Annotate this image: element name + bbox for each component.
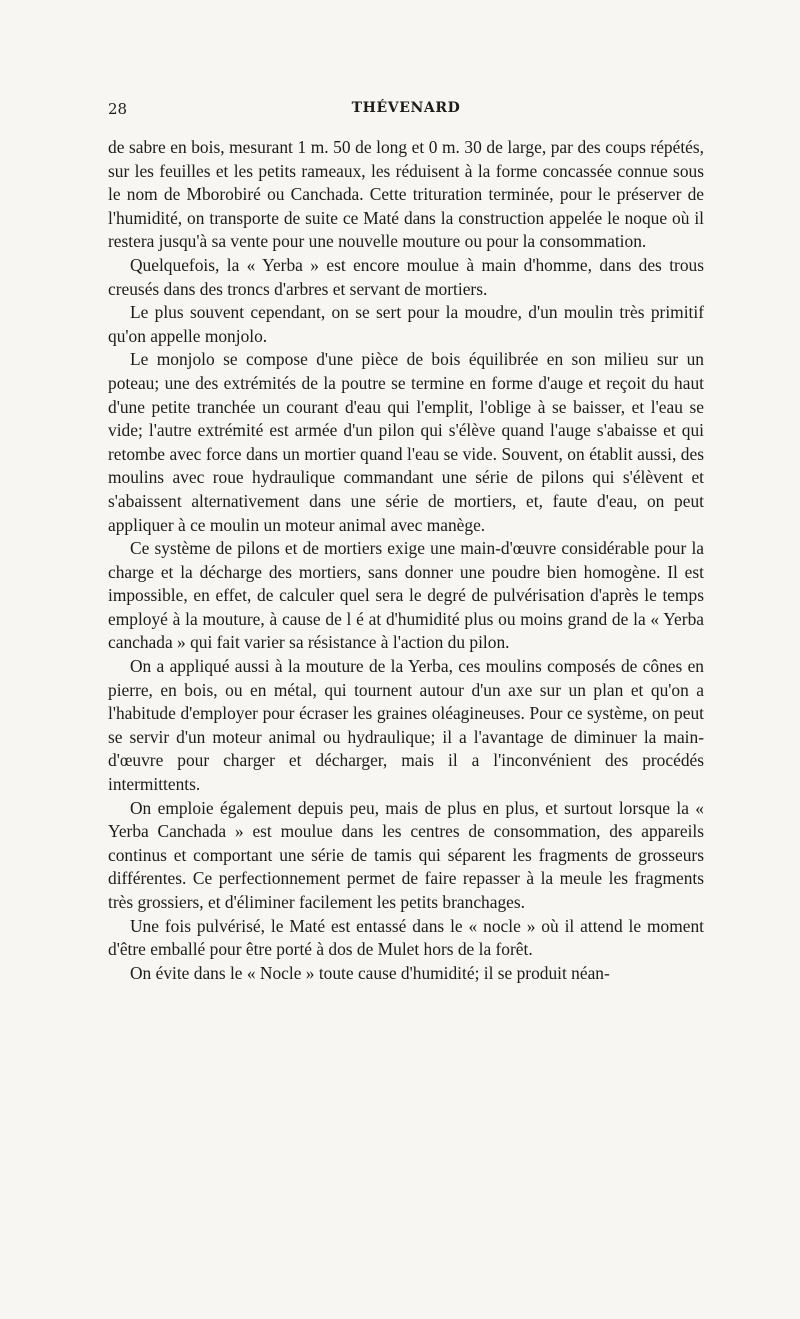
page-number: 28 bbox=[108, 100, 128, 118]
paragraph: Une fois pulvérisé, le Maté est entassé dans le « nocle » où il attend le moment d'être emballé pour être porté à dos de Mulet hors de la forêt. bbox=[108, 915, 704, 960]
paragraph: On a appliqué aussi à la mouture de la Yerba, ces moulins composés de cônes en pierre, en bois, ou en métal, qui tournent autour d'un axe sur un plan et qu'on a l'habitude d'employer pour écraser les graines oléagineuses. Pour ce système, on peut se servir d'un moteur animal ou hydraulique; il a l'avantage de diminuer la main-d'œuvre pour charger et décharger, mais il a l'inconvénient des procédés intermittents. bbox=[108, 656, 704, 795]
paragraph: Ce système de pilons et de mortiers exige une main-d'œuvre considérable pour la charge et la décharge des mortiers, sans donner une poudre bien homogène. Il est impossible, en effet, de calculer quel sera le degré de pulvérisation d'après le temps employé à la mouture, à cause de l é at d'humidité plus ou moins grand de la « Yerba canchada » qui fait varier sa résistance à l'action du pilon. bbox=[108, 538, 704, 653]
paragraph: On évite dans le « Nocle » toute cause d'humidité; il se produit néan- bbox=[130, 962, 610, 983]
paragraph: On emploie également depuis peu, mais de plus en plus, et surtout lorsque la « Yerba Canchada » est moulue dans les centres de consommation, des appareils continus et comportant une série de tamis qui séparent les fragments de grosseurs différentes. Ce perfectionnement permet de faire repasser à la meule les fragments très grossiers, et d'éliminer facilement les petits branchages. bbox=[108, 797, 704, 912]
running-title: THÉVENARD bbox=[351, 100, 461, 116]
paragraph: Le plus souvent cependant, on se sert pour la moudre, d'un moulin très primitif qu'on appelle monjolo. bbox=[108, 302, 704, 346]
paragraph: de sabre en bois, mesurant 1 m. 50 de long et 0 m. 30 de large, par des coups répétés, sur les feuilles et les petits rameaux, les réduisent à la forme concassée connue sous le nom de Mborobiré ou Canchada. Cette trituration terminée, pour le préserver de l'humidité, on transporte de suite ce Maté dans la construction appelée le noque où il restera jusqu'à sa vente pour une nouvelle mouture ou pour la consommation. bbox=[108, 137, 704, 252]
page-header bbox=[108, 100, 704, 130]
paragraph: Quelquefois, la « Yerba » est encore moulue à main d'homme, dans des trous creusés dans des troncs d'arbres et servant de mortiers. bbox=[108, 254, 704, 299]
body-text bbox=[108, 136, 704, 985]
paragraph: Le monjolo se compose d'une pièce de bois équilibrée en son milieu sur un poteau; une des extrémités de la poutre se termine en forme d'auge et reçoit du haut d'une petite tranchée un courant d'eau qui l'emplit, l'oblige à se baisser, et l'eau se vide; l'autre extrémité est armée d'un pilon qui s'élève quand l'auge s'abaisse et qui retombe avec force dans un mortier quand l'eau se vide. Souvent, on établit aussi, des moulins avec roue hydraulique commandant une série de pilons qui s'élèvent et s'abaissent alternativement dans une série de mortiers, et, faute d'eau, on peut appliquer à ce moulin un moteur animal avec manège. bbox=[108, 349, 704, 535]
